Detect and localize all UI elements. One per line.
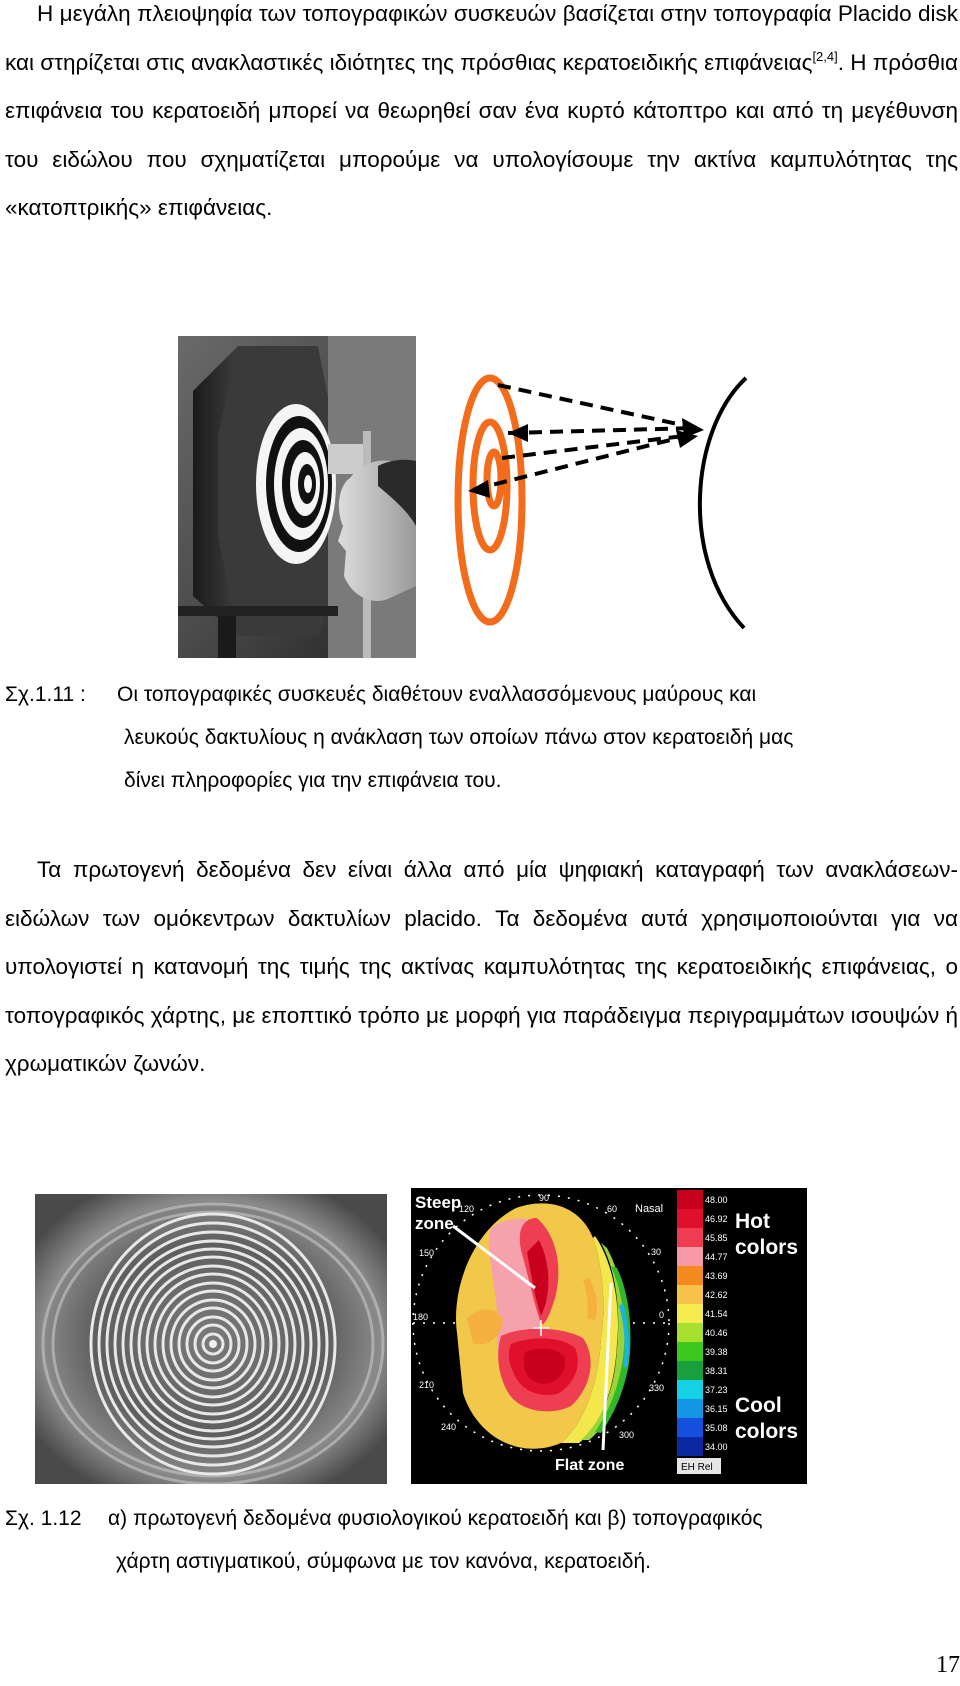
scale-swatch — [677, 1342, 703, 1361]
scale-value: 40.46 — [705, 1328, 728, 1338]
scale-swatch — [677, 1228, 703, 1247]
scale-swatch — [677, 1323, 703, 1342]
scale-swatch — [677, 1361, 703, 1380]
scale-swatch — [677, 1418, 703, 1437]
intro-text-cont: . Η πρόσθια επιφάνεια του κερατοειδή μπορεί να θεωρηθεί σαν ένα κυρτό κάτοπτρο και από τη μεγέθυνση του ειδώλου που σχηματίζεται μπορούμε να υπολογίσουμε την ακτίνα καμπυλότητας της «κατοπτρικής» επιφάνειας. — [5, 49, 958, 221]
topographic-map — [411, 1188, 807, 1484]
scale-swatch — [677, 1190, 703, 1209]
primary-data-text: Τα πρωτογενή δεδομένα δεν είναι άλλα από μία ψηφιακή καταγραφή των ανακλάσεων-ειδώλων των ομόκεντρων δακτυλίων placido. Τα δεδομένα αυτά χρησιμοποιούνται για να υπολογιστεί η κατανομή της τιμής της ακτίνας καμπυλότητας της κερατοειδικής επιφάνειας, ο τοπογραφικός χάρτης, με εποπτικό τρόπο με μορφή για παράδειγμα περιγραμμάτων ισουψών ή χρωματικών ζωνών. — [5, 857, 958, 1077]
svg-text:colors: colors — [735, 1236, 799, 1259]
svg-text:Steep: Steep — [415, 1193, 462, 1212]
figure-1-11-caption-line2: λευκούς δακτυλίους η ανάκλαση των οποίων πάνω στον κερατοειδή μας — [124, 726, 794, 749]
angle-label: 150 — [419, 1248, 435, 1258]
angle-label: 60 — [607, 1204, 618, 1214]
citation: [2,4] — [812, 48, 838, 64]
scale-swatch — [677, 1247, 703, 1266]
scale-value: 41.54 — [705, 1309, 728, 1319]
reflection-diagram — [450, 360, 760, 640]
scale-swatch — [677, 1285, 703, 1304]
angle-label: 180 — [413, 1312, 429, 1322]
svg-text:colors: colors — [735, 1420, 799, 1443]
angle-label: 120 — [459, 1204, 475, 1214]
angle-label: 240 — [441, 1422, 457, 1432]
angle-label: 210 — [419, 1380, 435, 1390]
scale-value: 38.31 — [705, 1366, 728, 1376]
angle-label: 330 — [649, 1383, 665, 1393]
figure-1-12-caption-label: Σχ. 1.12 — [5, 1507, 82, 1530]
scale-value: 36.15 — [705, 1404, 728, 1414]
scale-swatch — [677, 1399, 703, 1418]
scale-value: 37.23 — [705, 1385, 728, 1395]
scale-swatch — [677, 1304, 703, 1323]
nasal-label: Nasal — [635, 1203, 664, 1215]
angle-label: 90 — [539, 1193, 550, 1203]
figure-1-12-caption-line2: χάρτη αστιγματικού, σύμφωνα με τον κανόνα, κερατοειδή. — [116, 1550, 651, 1573]
angle-label: 300 — [619, 1430, 635, 1440]
placido-rings — [256, 404, 336, 564]
angle-label: 30 — [651, 1247, 662, 1257]
scale-value: 48.00 — [705, 1195, 728, 1205]
scale-value: 45.85 — [705, 1233, 728, 1243]
scale-swatch — [677, 1437, 703, 1456]
scale-value: 43.69 — [705, 1271, 728, 1281]
scale-value: 34.00 — [705, 1442, 728, 1452]
placido-ring-schematic — [458, 378, 522, 622]
eh-rel-label: EH Rel — [681, 1462, 713, 1473]
placido-device-photo — [178, 336, 416, 658]
figure-1-12-caption-line1: α) πρωτογενή δεδομένα φυσιολογικού κερατοειδή και β) τοπογραφικός — [108, 1507, 763, 1530]
scale-swatch — [677, 1209, 703, 1228]
angle-label: 0 — [659, 1310, 665, 1320]
flat-zone-label: Flat zone — [555, 1457, 625, 1474]
placido-reflection-photo — [35, 1194, 387, 1484]
intro-paragraph — [5, 0, 958, 233]
svg-text:Hot: Hot — [735, 1210, 770, 1233]
scale-value: 42.62 — [705, 1290, 728, 1300]
page-number: 17 — [936, 1652, 960, 1678]
svg-text:zone: zone — [415, 1214, 454, 1233]
scale-swatch — [677, 1266, 703, 1285]
figure-1-11-caption-line3: δίνει πληροφορίες για την επιφάνεια του. — [124, 769, 502, 792]
svg-text:Cool: Cool — [735, 1394, 782, 1417]
scale-value: 44.77 — [705, 1252, 728, 1262]
primary-data-paragraph — [5, 846, 958, 1089]
cornea-curve — [700, 378, 746, 628]
scale-value: 39.38 — [705, 1347, 728, 1357]
scale-value: 46.92 — [705, 1214, 728, 1224]
intro-text: Η μεγάλη πλειοψηφία των τοπογραφικών συσκευών βασίζεται στην τοπογραφία Placido disk και στηρίζεται στις ανακλαστικές ιδιότητες της πρόσθιας κερατοειδικής επιφάνειας — [5, 1, 958, 75]
figure-1-11-caption-label: Σχ.1.11 : — [5, 683, 86, 706]
scale-value: 35.08 — [705, 1423, 728, 1433]
figure-1-11-caption-line1: Οι τοπογραφικές συσκευές διαθέτουν εναλλασσόμενους μαύρους και — [117, 683, 757, 706]
scale-swatch — [677, 1380, 703, 1399]
